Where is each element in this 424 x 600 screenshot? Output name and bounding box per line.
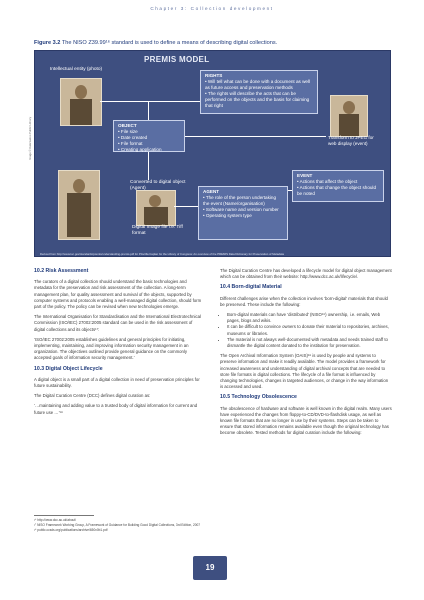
heading-technology-obsolescence: 10.5 Technology Obsolescence xyxy=(220,394,297,401)
paragraph: The obsolescence of hardware and software is well known in the digital realm. Many users have experienced the changes from floppy-to-CD/DVD-to-flashdisk usage, as well as known file formats that are no longer in use by their systems. Steps can be taken to ensure that stored information remains available even though the original technology has become obsolete. Tested methods for digital curation include the following: xyxy=(220,405,392,436)
quote: ‘…maintaining and adding value to a trusted body of digital information for current and future use …’¹⁸ xyxy=(34,403,198,415)
event-title: EVENT xyxy=(297,173,313,178)
quote: ‘ISO/IEC 27002:2005 establishes guidelines and general principles for initiating, implementing, maintaining, and improving information security management in an organization. The objectives outlined provide general guidance on the commonly accepted goals of information security management.’ xyxy=(34,336,189,361)
paragraph: The Digital Curation Centre has developed a lifecycle model for digital object management which can be obtained from their website: http://www.dcc.ac.uk/lifecycle/. xyxy=(220,268,392,280)
event-box xyxy=(292,170,384,202)
heading-born-digital: 10.4 Born-digital Material xyxy=(220,284,282,291)
intellectual-entity-label: Intellectual entity (photo) xyxy=(49,67,103,72)
paragraph: The Open Archival Information System (OAIS)¹⁸ is used by people and systems to preserve information and make it readily available. The model provides a framework for increased awareness and understanding of digital archival concepts that are needed to store file formats in digital collections. The lifecycle of a file format is influenced by changing technologies, changes in targeted audiences, or change in the way information is accessed and used. xyxy=(220,353,389,390)
object-title: OBJECT xyxy=(118,123,137,128)
paragraph: The International Organisation for Standardisation and the International Electrotechnical Commission (ISO/IEC) 27002:2005 standard can be used in the risk assessment of digital collections and its objects¹⁷: xyxy=(34,314,201,332)
portrait-photo-1 xyxy=(60,78,102,126)
page-number: 19 xyxy=(193,556,227,580)
born-digital-list xyxy=(220,312,392,349)
object-box xyxy=(113,120,185,152)
converted-label: Converted to digital object (Agent) xyxy=(130,180,186,191)
footnotes xyxy=(34,518,204,533)
object-item: • Date created xyxy=(118,135,148,140)
list-item: • Born-digital materials can have ‘distributed’ (NISO¹⁶) ownership, i.e. emails, Web pages, blogs and wikis. xyxy=(227,312,392,324)
event-item: • Actions that change the object should be noted xyxy=(297,185,377,196)
chapter-header: Chapter 3: Collection development xyxy=(150,6,274,11)
object-item: • File format xyxy=(118,141,143,146)
digital-image-label: Digital Image file i.e. Tiff format xyxy=(132,225,183,236)
figure-caption xyxy=(34,40,277,46)
paragraph: The Digital Curation Centre (DCC) defines digital curation as: xyxy=(34,393,151,399)
connector-line xyxy=(148,101,149,120)
portrait-photo-2 xyxy=(58,170,100,240)
connector-line xyxy=(185,136,326,137)
object-item: • File size xyxy=(118,129,138,134)
list-item: • The material is not always well-documented with metadata and needs trained staff to dismantle the digital content donated to the institution for preservation. xyxy=(227,337,392,349)
rights-title: RIGHTS xyxy=(205,73,223,78)
object-item: • Creating application xyxy=(118,147,162,152)
footnote: ¹⁸ public.ccsds.org/publications/archive/650x0b1.pdf xyxy=(34,528,108,532)
right-column xyxy=(220,268,392,441)
agent-item: • Software name and version number xyxy=(203,207,279,212)
side-credit: Image © Kalamazoo Public Library xyxy=(28,116,32,160)
connector-line xyxy=(148,152,149,180)
paragraph: Different challenges arise when the collection involves ‘born-digital’ materials that should be preserved. These include the following: xyxy=(220,295,388,307)
agent-box xyxy=(198,186,288,240)
transform-label: Transform to JPEG for web display (event) xyxy=(328,135,374,146)
footnote-rule xyxy=(34,515,94,516)
portrait-photo-3 xyxy=(330,95,368,137)
heading-risk-assessment: 10.2 Risk Assessment xyxy=(34,268,89,274)
paragraph: The curators of a digital collection should understand the basic technologies and metadata for the preservation and risk assessment of the collection. A long-term management plan, for quality assessment and survival of the objects, supported by computer systems and protocols enabling a well-managed digital collection, should form part of the policy. The policy can be revised when new technologies emerge. xyxy=(34,279,202,310)
figure-source: Derived from http://www.loc.gov/standards/premis/understanding-premis.pdf for Priscilla Caplan for the Library of Congress: An overview of the PREMIS Data Dictionary for Preservation of Metadata xyxy=(40,252,284,256)
event-item: • Actions that affect the object xyxy=(297,179,358,184)
connector-line xyxy=(100,101,200,102)
figure-caption-text: The NISO Z39.99¹⁶ standard is used to define a means of describing digital collections. xyxy=(61,40,278,46)
rights-item: • Will tell what can be done with a document as well as future access and preservation methods xyxy=(205,79,311,90)
paragraph: A digital object is a small part of a digital collection in need of preservation principles for future sustainability. xyxy=(34,376,200,389)
connector-line xyxy=(288,190,292,191)
footnote: ¹⁷ NISO Framework Working Group, A Framework of Guidance for Building Good Digital Collections, 3rd Edition, 2007 xyxy=(34,523,201,527)
agent-item: • Operating system type xyxy=(203,213,252,218)
premis-title: PREMIS MODEL xyxy=(144,55,210,64)
rights-item: • The rights will describe the acts that can be performed on the objects and the basis for claiming that right xyxy=(205,91,310,108)
rights-box xyxy=(200,70,318,114)
left-column xyxy=(34,268,204,420)
list-item: • It can be difficult to convince owners to donate their material to repositories, archives, museums or libraries. xyxy=(227,324,392,336)
footnote: ¹⁶ http://www.dcc.ac.uk/about/ xyxy=(34,518,77,522)
connector-line xyxy=(174,206,198,207)
agent-title: AGENT xyxy=(203,189,220,194)
heading-digital-object-lifecycle: 10.3 Digital Object Lifecycle xyxy=(34,365,103,372)
figure-number: Figure 3.2 xyxy=(34,40,61,46)
agent-item: • The role of the person undertaking the event (Name/organisation) xyxy=(203,195,277,206)
portrait-photo-4 xyxy=(136,190,176,226)
